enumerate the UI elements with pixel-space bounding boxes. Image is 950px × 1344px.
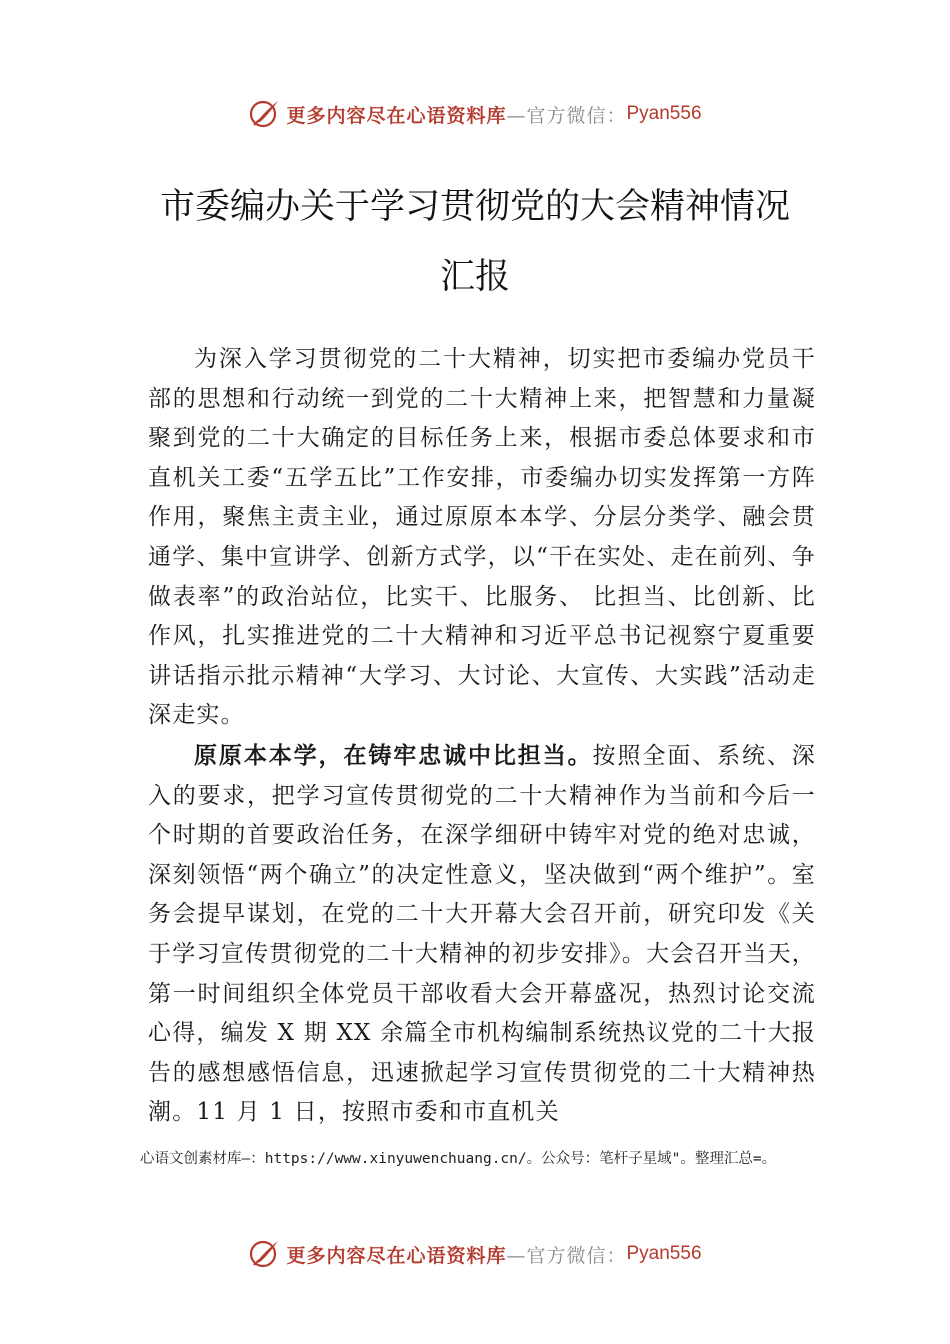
banner-brand-text: 更多内容尽在心语资料库 (286, 104, 507, 127)
title-line-1: 市委编办关于学习贯彻党的大会精神情况 (159, 187, 790, 227)
banner-wechat-label: —官方微信： (506, 104, 627, 127)
document-body (148, 340, 816, 1133)
paragraph-intro: 为深入学习贯彻党的二十大精神，切实把市委编办党员干部的思想和行动统一到党的二十大精神上来，把智慧和力量凝聚到党的二十大确定的目标任务上来，根据市委总体要求和市直机关工委“五学五比”工作安排，市委编办切实发挥第一方阵作用，聚焦主责主业，通过原原本本学、分层分类学、融会贯通学、集中宣讲学、创新方式学，以“干在实处、走在前列、争做表率”的政治站位，比实干、比服务、 比担当、比创新、比作风，扎实推进党的二十大精神和习近平总书记视察宁夏重要讲话指示批示精神“大学习、大讨论、大宣传、大实践”活动走深走实。 (148, 346, 816, 729)
banner-wechat-label: —官方微信： (506, 1244, 627, 1267)
title-line-2: 汇报 (439, 257, 510, 297)
document-title (150, 172, 800, 312)
quill-pen-logo-icon (248, 1237, 282, 1271)
banner-wechat-id: Pyan556 (626, 103, 702, 124)
banner-brand-text: 更多内容尽在心语资料库 (286, 1244, 507, 1267)
header-banner (0, 94, 950, 134)
footer-source-note: 心语文创素材库—：https://www.xinyuwenchuang.cn/。公众号：笔杆子星域"。整理汇总=。 (140, 1151, 777, 1167)
section-1-text: 按照全面、系统、深入的要求，把学习宣传贯彻党的二十大精神作为当前和今后一个时期的首要政治任务，在深学细研中铸牢对党的绝对忠诚，深刻领悟“两个确立”的决定性意义，坚决做到“两个维护”。室务会提早谋划，在党的二十大开幕大会召开前，研究印发《关于学习宣传贯彻党的二十大精神的初步安排》。大会召开当天，第一时间组织全体党员干部收看大会开幕盛况，热烈讨论交流心得，编发 X 期 XX 余篇全市机构编制系统热议党的二十大报告的感想感悟信息，迅速掀起学习宣传贯彻党的二十大精神热潮。11 月 1 日，按照市委和市直机关 (148, 742, 816, 1126)
section-1-heading: 原原本本学，在铸牢忠诚中比担当。 (194, 741, 593, 769)
footer-banner (0, 1234, 950, 1274)
paragraph-section-1 (148, 736, 816, 1133)
quill-pen-logo-icon (248, 97, 282, 131)
banner-wechat-id: Pyan556 (626, 1243, 702, 1264)
